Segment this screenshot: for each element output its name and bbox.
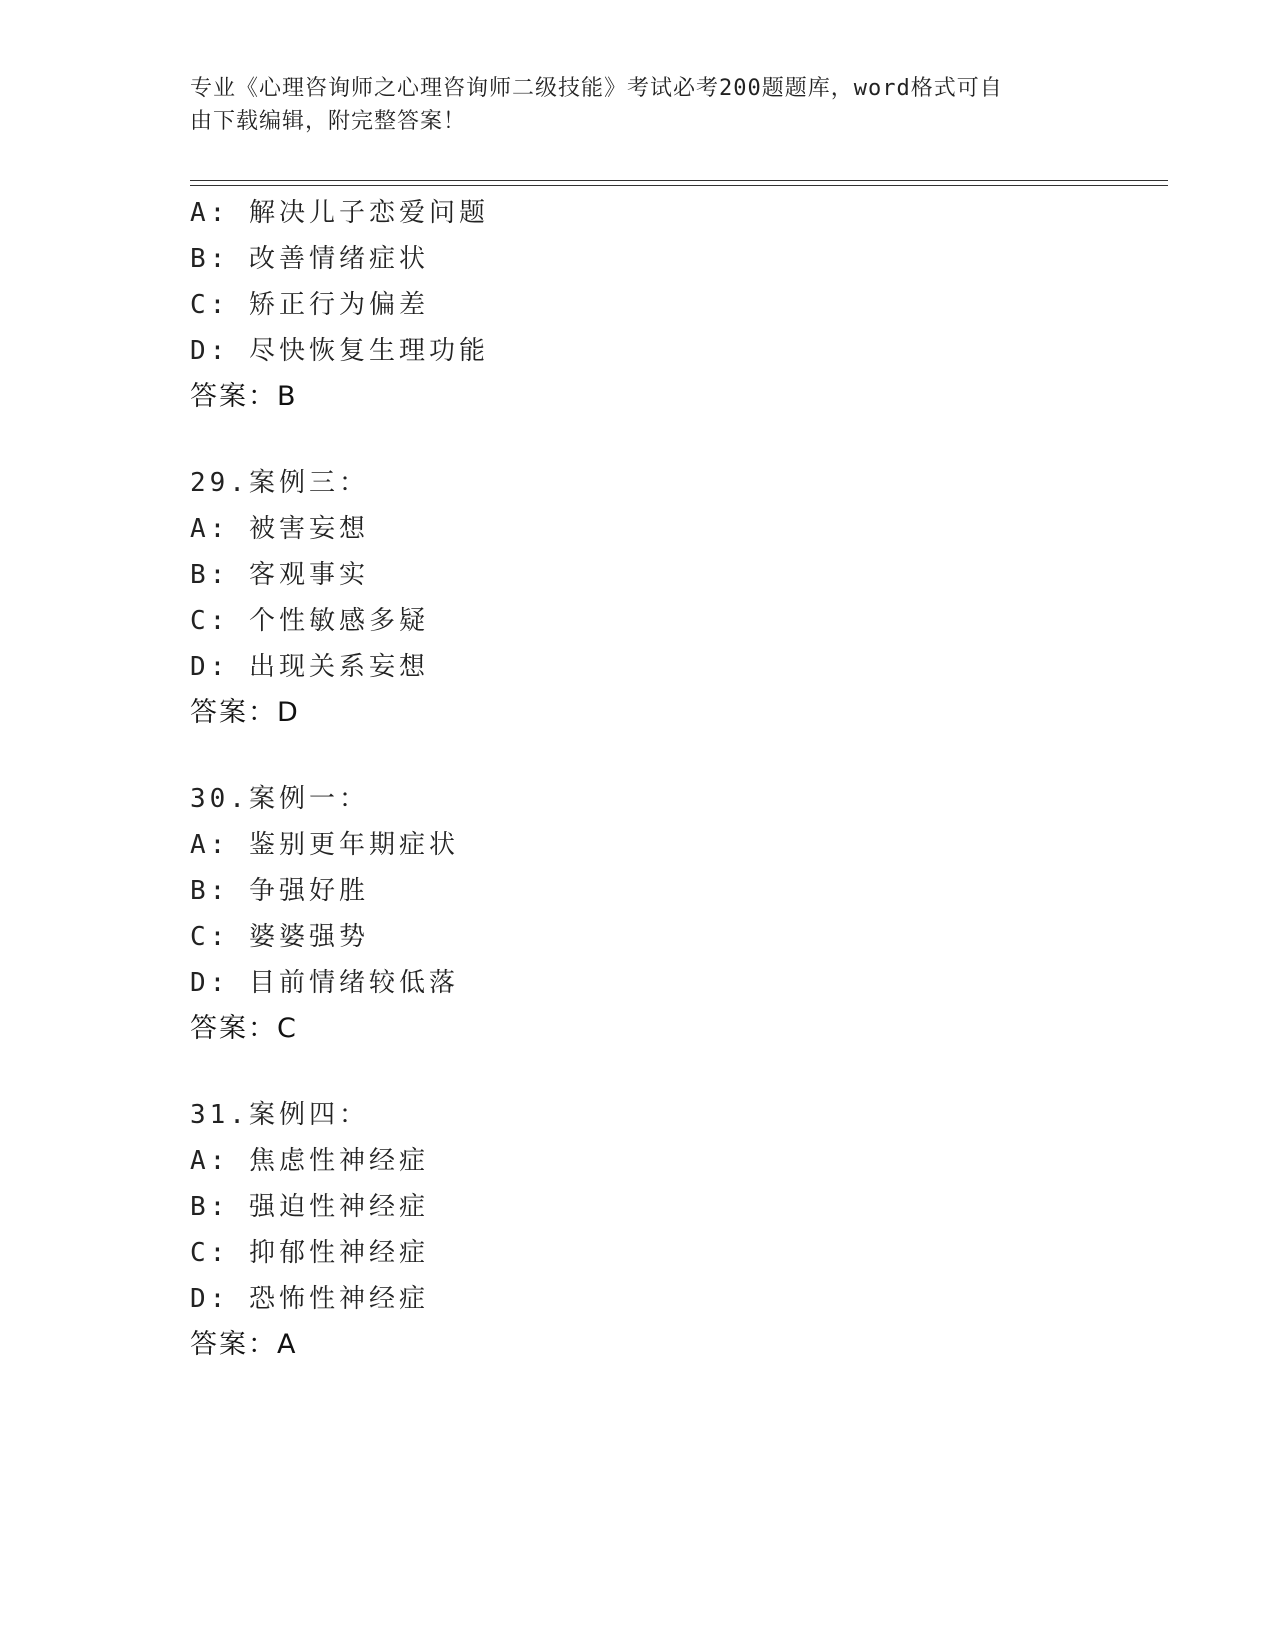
question-28-continuation xyxy=(190,190,1150,420)
option-b: B: 客观事实 xyxy=(190,560,369,590)
option-a: A: 被害妄想 xyxy=(190,514,369,544)
option-a: A: 鉴别更年期症状 xyxy=(190,830,459,860)
answer-line: 答案：C xyxy=(190,1013,298,1044)
question-29 xyxy=(190,460,1150,736)
document-header xyxy=(190,72,1070,138)
question-title: 30.案例一： xyxy=(190,784,369,814)
header-line-1: 专业《心理咨询师之心理咨询师二级技能》考试必考200题题库，word格式可自 xyxy=(190,76,1003,101)
answer-line: 答案：A xyxy=(190,1329,298,1360)
option-c: C: 个性敏感多疑 xyxy=(190,606,429,636)
option-d: D: 尽快恢复生理功能 xyxy=(190,336,489,366)
option-d: D: 出现关系妄想 xyxy=(190,652,429,682)
question-title: 29.案例三： xyxy=(190,468,369,498)
option-d: D: 恐怖性神经症 xyxy=(190,1284,429,1314)
option-b: B: 强迫性神经症 xyxy=(190,1192,429,1222)
spacer xyxy=(190,1052,1150,1092)
spacer xyxy=(190,420,1150,460)
option-b: B: 争强好胜 xyxy=(190,876,369,906)
question-30 xyxy=(190,776,1150,1052)
question-31 xyxy=(190,1092,1150,1368)
answer-line: 答案：D xyxy=(190,697,300,728)
header-divider-top xyxy=(190,180,1168,181)
option-b: B: 改善情绪症状 xyxy=(190,244,429,274)
answer-line: 答案：B xyxy=(190,381,298,412)
question-list xyxy=(190,190,1150,1368)
option-d: D: 目前情绪较低落 xyxy=(190,968,459,998)
header-divider-bottom xyxy=(190,185,1168,186)
option-c: C: 婆婆强势 xyxy=(190,922,369,952)
spacer xyxy=(190,736,1150,776)
question-title: 31.案例四： xyxy=(190,1100,369,1130)
option-a: A: 解决儿子恋爱问题 xyxy=(190,198,489,228)
header-line-2: 由下载编辑，附完整答案！ xyxy=(190,109,467,134)
option-c: C: 矫正行为偏差 xyxy=(190,290,429,320)
option-c: C: 抑郁性神经症 xyxy=(190,1238,429,1268)
option-a: A: 焦虑性神经症 xyxy=(190,1146,429,1176)
